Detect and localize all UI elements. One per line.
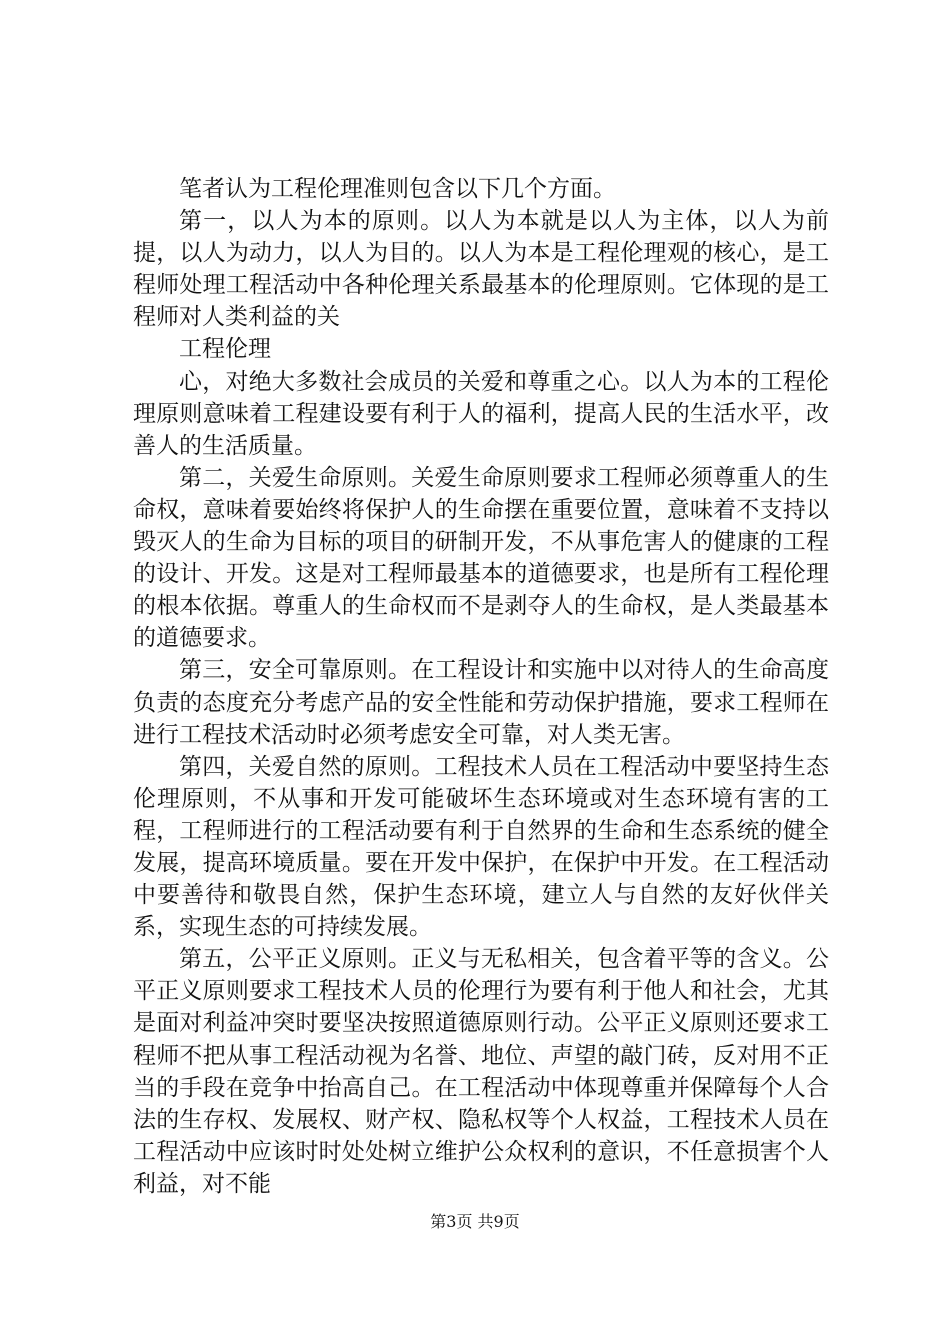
page-footer [0,1212,950,1232]
paragraph-principle-5: 第五，公平正义原则。正义与无私相关，包含着平等的含义。公平正义原则要求工程技术人员的伦理行为要有利于他人和社会，尤其是面对利益冲突时要坚决按照道德原则行动。公平正义原则还要求工程师不把从事工程活动视为名誉、地位、声望的敲门砖，反对用不正当的手段在竞争中抬高自己。在工程活动中体现尊重并保障每个人合法的生存权、发展权、财产权、隐私权等个人权益，工程技术人员在工程活动中应该时时处处树立维护公众权利的意识，不任意损害个人利益，对不能 [133,946,829,1197]
paragraph-fragment-heading: 工程伦理 [179,336,271,363]
document-body [133,173,829,1200]
paragraph-principle-4: 第四，关爱自然的原则。工程技术人员在工程活动中要坚持生态伦理原则，不从事和开发可能破坏生态环境或对生态环境有害的工程，工程师进行的工程活动要有利于自然界的生命和生态系统的健全发展，提高环境质量。要在开发中保护，在保护中开发。在工程活动中要善待和敬畏自然，保护生态环境，建立人与自然的友好伙伴关系，实现生态的可持续发展。 [133,753,829,941]
paragraph-principle-1-continued: 心，对绝大多数社会成员的关爱和尊重之心。以人为本的工程伦理原则意味着工程建设要有利于人的福利，提高人民的生活水平，改善人的生活质量。 [133,368,829,459]
paragraph-principle-3: 第三，安全可靠原则。在工程设计和实施中以对待人的生命高度负责的态度充分考虑产品的安全性能和劳动保护措施，要求工程师在进行工程技术活动时必须考虑安全可靠，对人类无害。 [133,657,829,748]
paragraph-principle-2: 第二，关爱生命原则。关爱生命原则要求工程师必须尊重人的生命权，意味着要始终将保护人的生命摆在重要位置，意味着不支持以毁灭人的生命为目标的项目的研制开发，不从事危害人的健康的工程的设计、开发。这是对工程师最基本的道德要求，也是所有工程伦理的根本依据。尊重人的生命权而不是剥夺人的生命权，是人类最基本的道德要求。 [133,464,829,652]
paragraph-principle-1: 第一，以人为本的原则。以人为本就是以人为主体，以人为前提，以人为动力，以人为目的。以人为本是工程伦理观的核心，是工程师处理工程活动中各种伦理关系最基本的伦理原则。它体现的是工程师对人类利益的关 [133,208,829,331]
paragraph-intro: 笔者认为工程伦理准则包含以下几个方面。 [179,176,616,202]
page-number-label: 第3页 共9页 [430,1212,520,1231]
